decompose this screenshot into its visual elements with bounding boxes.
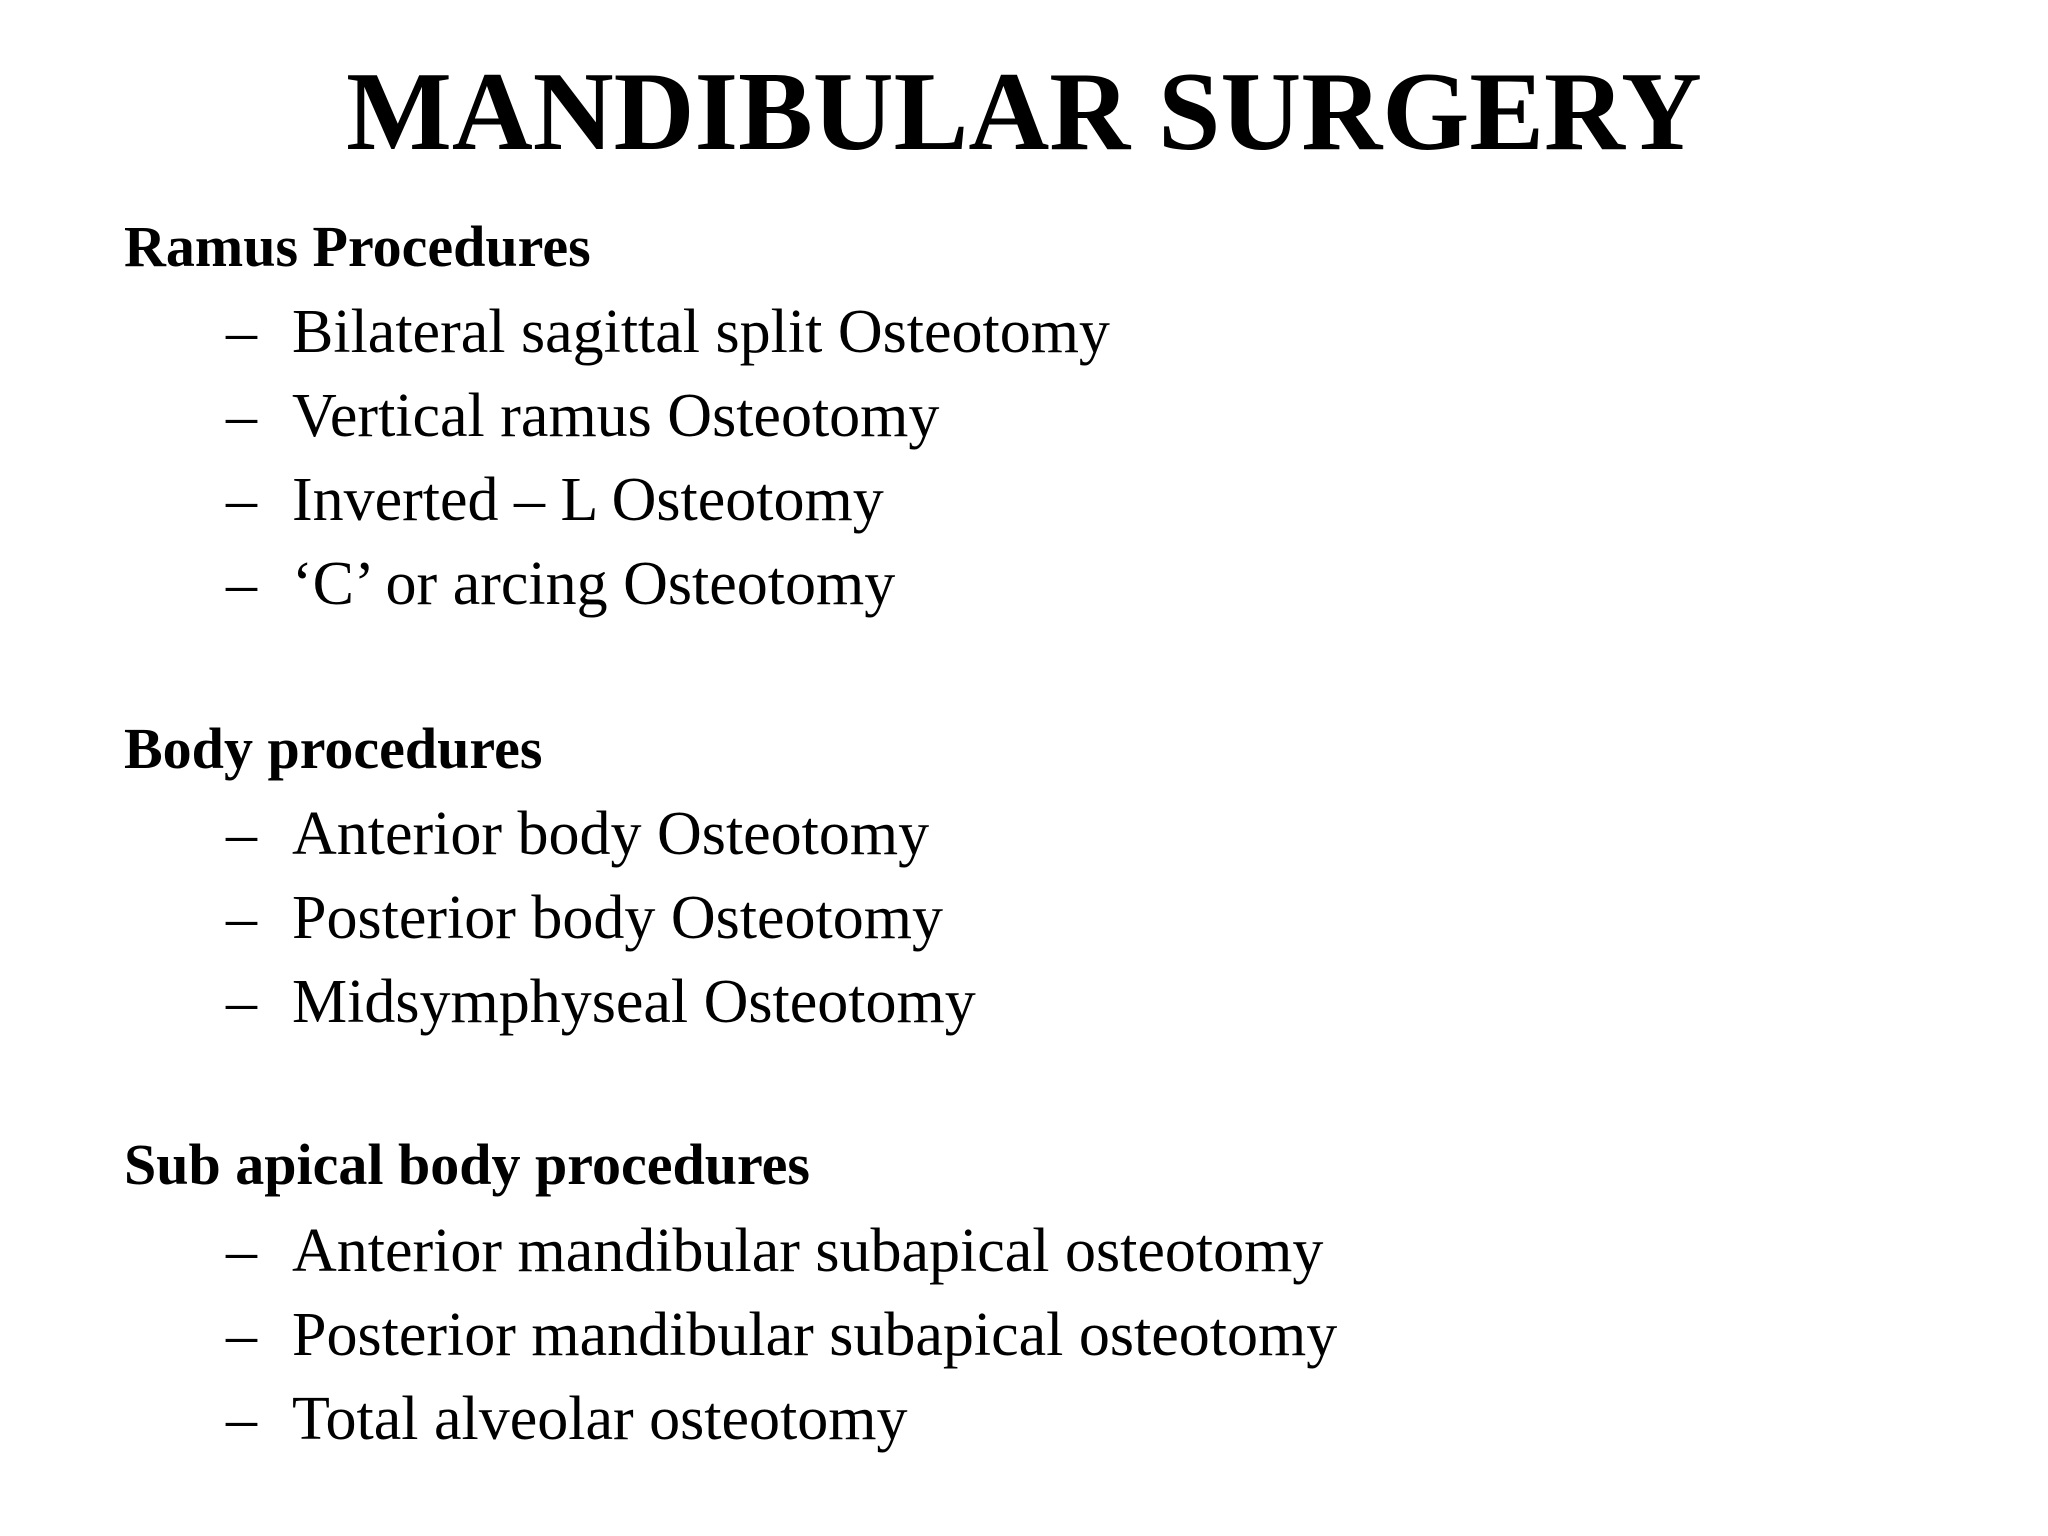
section-heading-body: Body procedures (124, 716, 543, 781)
list-item (226, 295, 1110, 369)
list-item (226, 379, 939, 453)
list-item (226, 463, 884, 537)
list-item (226, 965, 976, 1039)
list-item (226, 1382, 908, 1456)
list-item (226, 881, 943, 955)
list-item (226, 1298, 1337, 1372)
dash-bullet: – (226, 1217, 257, 1285)
list-item-text: Posterior mandibular subapical osteotomy (292, 1301, 1338, 1369)
dash-bullet: – (226, 298, 257, 366)
list-item-text: ‘C’ or arcing Osteotomy (292, 550, 896, 618)
dash-bullet: – (226, 968, 257, 1036)
section-heading-ramus: Ramus Procedures (124, 214, 591, 279)
dash-bullet: – (226, 1301, 257, 1369)
dash-bullet: – (226, 382, 257, 450)
list-item-text: Inverted – L Osteotomy (292, 466, 884, 534)
list-item-text: Midsymphyseal Osteotomy (292, 968, 976, 1036)
list-item-text: Anterior mandibular subapical osteotomy (292, 1217, 1324, 1285)
list-item-text: Total alveolar osteotomy (292, 1385, 908, 1453)
dash-bullet: – (226, 1385, 257, 1453)
list-item-text: Posterior body Osteotomy (292, 884, 943, 952)
list-item-text: Vertical ramus Osteotomy (292, 382, 940, 450)
dash-bullet: – (226, 884, 257, 952)
list-item (226, 547, 895, 621)
section-heading-subapical: Sub apical body procedures (124, 1132, 810, 1197)
dash-bullet: – (226, 466, 257, 534)
dash-bullet: – (226, 550, 257, 618)
dash-bullet: – (226, 800, 257, 868)
list-item-text: Anterior body Osteotomy (292, 800, 930, 868)
list-item-text: Bilateral sagittal split Osteotomy (292, 298, 1110, 366)
slide-title: MANDIBULAR SURGERY (346, 50, 1702, 174)
list-item (226, 1214, 1323, 1288)
list-item (226, 797, 929, 871)
